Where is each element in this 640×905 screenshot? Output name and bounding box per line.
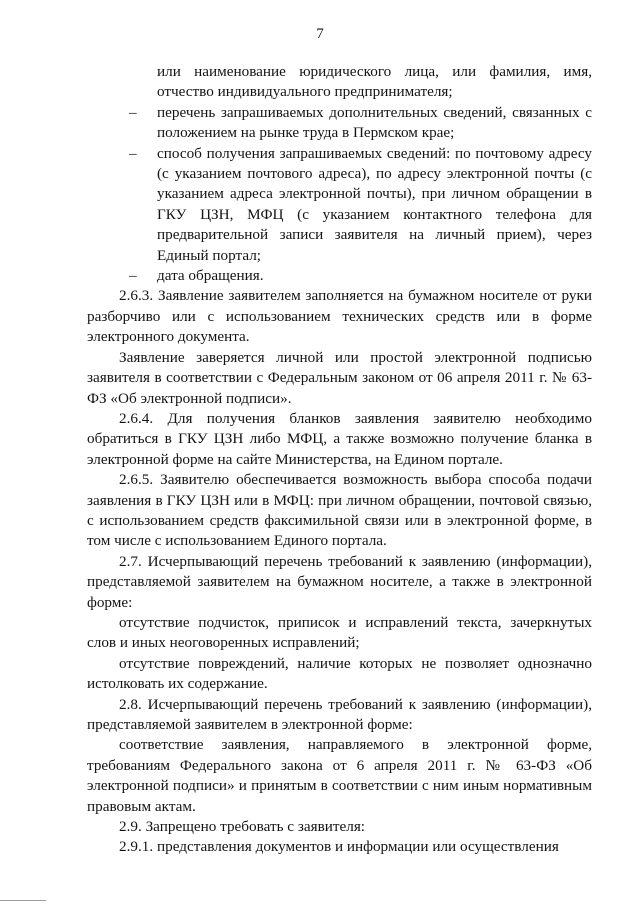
- list-item-text: перечень запрашиваемых дополнительных сведений, связанных с положением на рынке труда в Пермском крае;: [157, 103, 592, 142]
- paragraph-2-8: 2.8. Исчерпывающий перечень требований к заявлению (информации), представляемой заявителем в электронной форме:: [87, 695, 592, 733]
- paragraph-2-6-3: 2.6.3. Заявление заявителем заполняется на бумажном носителе от руки разборчиво или с использованием технических средств или в форме электронного документа.: [87, 287, 592, 346]
- dash-bullet: –: [129, 103, 137, 121]
- paragraph-2-6-5: 2.6.5. Заявителю обеспечивается возможность выбора способа подачи заявления в ГКУ ЦЗН или в МФЦ: при личном обращении, почтовой связью, с использованием средств факсимильной связи или в электронной форме, в том числе с использованием Единого портала.: [87, 471, 592, 550]
- paragraph-2-9-1: 2.9.1. представления документов и информации или осуществления: [119, 838, 559, 856]
- page-number: 7: [316, 26, 324, 42]
- list-item-text: дата обращения.: [157, 267, 264, 285]
- paragraph-requirement-1: отсутствие подчисток, приписок и исправлений текста, зачеркнутых слов и иных неоговоренных исправлений;: [87, 613, 592, 652]
- list-item-continuation: или наименование юридического лица, или фамилия, имя, отчество индивидуального предпринимателя;: [157, 63, 592, 101]
- dash-bullet: –: [129, 267, 137, 285]
- dash-bullet: –: [129, 144, 137, 162]
- document-body: [87, 62, 592, 858]
- list-item: [129, 103, 592, 144]
- scan-edge-mark: [0, 900, 46, 901]
- list-item: [129, 144, 592, 266]
- paragraph-2-6-4: 2.6.4. Для получения бланков заявления заявителю необходимо обратиться в ГКУ ЦЗН либо МФЦ, а также возможно получение бланка в электронной форме на сайте Министерства, на Едином портале.: [87, 409, 592, 468]
- paragraph-2-7: 2.7. Исчерпывающий перечень требований к заявлению (информации), представляемой заявителем на бумажном носителе, а также в электронной форме:: [87, 552, 592, 611]
- list-item: [129, 266, 592, 286]
- paragraph-requirement-2: отсутствие повреждений, наличие которых не позволяет однозначно истолковать их содержание.: [87, 654, 592, 693]
- paragraph-2-9: 2.9. Запрещено требовать с заявителя:: [119, 818, 366, 836]
- paragraph-signature: Заявление заверяется личной или простой электронной подписью заявителя в соответствии с Федеральным законом от 06 апреля 2011 г. № 63-ФЗ «Об электронной подписи».: [87, 348, 592, 407]
- list-item-text: способ получения запрашиваемых сведений: по почтовому адресу (с указанием почтового адреса), по адресу электронной почты (с указанием адреса электронной почты), при личном обращении в ГКУ ЦЗН, МФЦ (с указанием контактного телефона для предварительной записи заявителя на личный прием), через Единый портал;: [157, 144, 592, 264]
- paragraph-requirement-3: соответствие заявления, направляемого в электронной форме, требованиям Федерального закона от 6 апреля 2011 г. № 63-ФЗ «Об электронной подписи» и принятым в соответствии с ним иным нормативным правовым актам.: [87, 736, 592, 815]
